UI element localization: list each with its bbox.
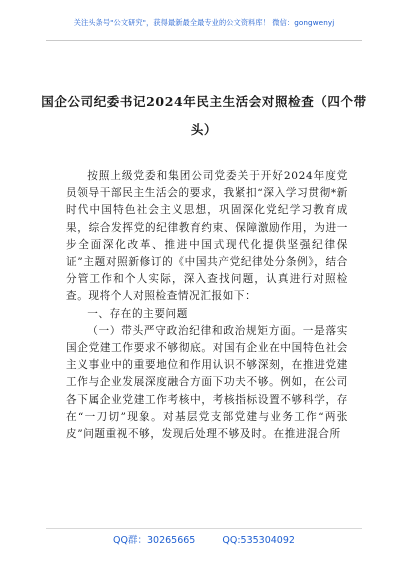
footer-divider	[46, 528, 362, 529]
document-title-line-2: 头）	[190, 122, 218, 137]
intro-paragraph: 按照上级党委和集团公司党委关于开好2024年度党员领导干部民主生活会的要求，我紧扣“深入学习贯彻*新时代中国特色社会主义思想，巩固深化党纪学习教育成果，综合发挥党的纪律教育约束、保障激励作用，为进一步全面深化改革、推进中国式现代化提供坚强纪律保证”主题对照新修订的《中国共产党纪律处分条例》，结合分管工作和个人实际，深入查找问题，认真进行对照检查。现将个人对照检查情况汇报如下：	[66, 170, 348, 303]
footer-qq-contact: QQ:535304092	[222, 535, 295, 546]
footer	[0, 532, 408, 546]
footer-qq-group: QQ群：30265665	[113, 535, 196, 546]
section-paragraph: （一）带头严守政治纪律和政治规矩方面。一是落实国企党建工作要求不够彻底。对国有企业在中国特色社会主义事业中的重要地位和作用认识不够深刻，在推进党建工作与企业发展深度融合方面下功夫不够。例如，在公司各下属企业党建工作考核中，考核指标设置不够科学，存在“一刀切”现象。对基层党支部党建与业务工作“两张皮”问题重视不够，发现后处理不够及时。在推进混合所	[66, 324, 348, 441]
header-banner: 关注头条号"公文研究"，获得最新最全最专业的公文资料库！ 微信：gongwenyj	[73, 18, 335, 27]
header-divider	[46, 40, 362, 41]
section-heading: 一、存在的主要问题	[87, 307, 188, 320]
document-title-line-1: 国企公司纪委书记2024年民主生活会对照检查（四个带	[41, 94, 367, 109]
document-body	[66, 168, 348, 443]
